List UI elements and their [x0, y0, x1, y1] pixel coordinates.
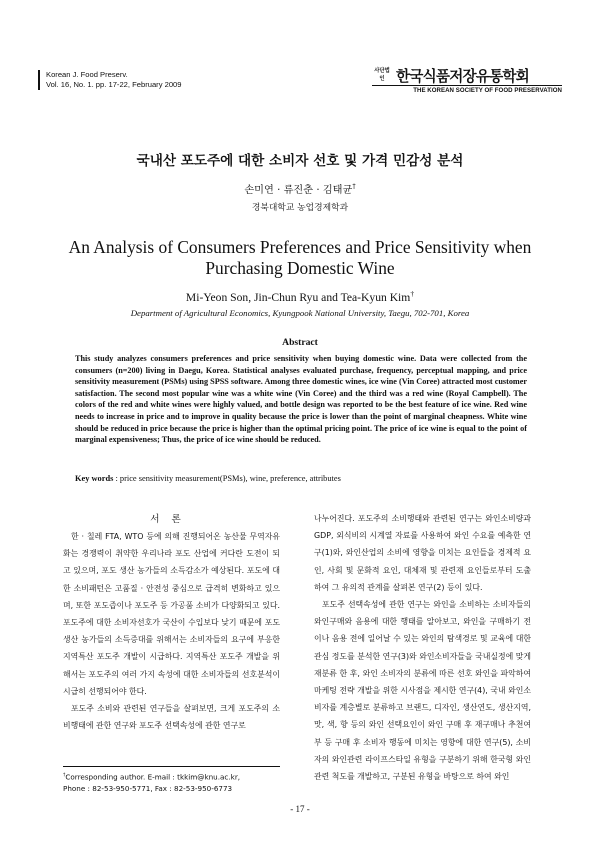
affiliation-english: Department of Agricultural Economics, Kyungpook National University, Taegu, 702-701, Korea	[130, 308, 470, 318]
keywords-text: : price sensitivity measurement(PSMs), wine, preference, attributes	[113, 474, 341, 483]
footnote-phone: Phone : 82-53-950-5771, Fax : 82-53-950-6773	[63, 784, 233, 794]
section-heading-introduction: 서론	[150, 514, 193, 525]
corresponding-author-footnote: †Corresponding author. E-mail : tkkim@knu.ac.kr, Phone : 82-53-950-5771, Fax : 82-53-950-6773	[63, 766, 280, 795]
intro-paragraph-2-cont: 나누어진다. 포도주의 소비행태와 관련된 연구는 와인소비량과 GDP, 외식비의 시계열 자료를 사용하여 와인 수요를 예측한 연구(1)와, 와인산업의 소비에 영향을 미치는 요인들을 경제적 요인, 사회 및 문화적 요인, 대체재 및 관련재 요인들로부터 도출하여 그 유의적 관계를 살펴본 연구(2) 등이 있다.	[314, 514, 531, 592]
page-number: - 17 -	[290, 804, 310, 814]
title-english: An Analysis of Consumers Preferences and Price Sensitivity when Purchasing Domestic Wine	[68, 237, 532, 278]
society-mark: 사단법인	[374, 68, 390, 82]
authors-english: Mi-Yeon Son, Jin-Chun Ryu and Tea-Kyun Kim†	[185, 289, 415, 304]
title-korean: 국내산 포도주에 대한 소비자 선호 및 가격 민감성 분석	[136, 153, 464, 169]
left-column	[63, 528, 280, 734]
intro-paragraph-3: 포도주 선택속성에 관한 연구는 와인을 소비하는 소비자들의 와인구매와 음용에 대한 행태를 알아보고, 와인을 구매하기 전이나 음용 전에 일어날 수 있는 와인의 탐색경로 및 교육에 대한 관심 정도를 분석한 연구(3)와 와인소비자들을 국내실정에 맞게 재분류 한 후, 와인 소비자의 분류에 따른 선호 와인을 파악하여 마케팅 전략 개발을 위한 시사점을 제시한 연구(4), 국내 와인소비자를 계층별로 분류하고 브랜드, 디자인, 생산연도, 생산지역, 맛, 색, 향 등의 와인 선택요인이 와인 구매 후 재구매나 추천여부 등 구매 후 소비자 행동에 미치는 영향에 대한 연구(5), 소비자의 와인관련 라이프스타일 유형을 구분하기 위해 한국형 와인관련 척도를 개발하고, 구분된 유형을 바탕으로 하여 와인	[314, 600, 531, 782]
society-logo	[372, 66, 562, 92]
right-column	[314, 510, 531, 785]
society-name-en: THE KOREAN SOCIETY OF FOOD PRESERVATION	[372, 85, 562, 94]
intro-paragraph-1: 한 · 칠레 FTA, WTO 등에 의해 진행되어온 농산물 무역자유화는 경쟁력이 취약한 우리나라 포도 산업에 커다란 도전이 되고 있으며, 포도 생산 농가들의 소득감소가 예상된다. 포도에 대한 소비패턴은 고품질 · 안전성 중심으로 급격히 변화하고 있으며, 또한 포도즙이나 포도주 등 가공품 소비가 다양화되고 있다. 포도주에 대한 소비자선호가 국산이 수입보다 낮기 때문에 포도생산 농가들의 소득증대를 위해서는 소비자들의 요구에 부응한 지역특산 포도주 개발이 시급하다. 지역특산 포도주 개발을 위해서는 포도주의 여러 가지 속성에 대한 소비자들의 선호분석이 시급히 선행되어야 한다.	[63, 532, 280, 696]
authors-korean: 손미연 · 류진춘 · 김태균†	[244, 182, 356, 196]
abstract-heading: Abstract	[282, 337, 318, 348]
keywords	[75, 474, 527, 483]
journal-volume: Vol. 16, No. 1. pp. 17-22, February 2009	[46, 80, 182, 89]
affiliation-korean: 경북대학교 농업경제학과	[251, 203, 349, 213]
keywords-label: Key words	[75, 474, 114, 483]
intro-paragraph-2: 포도주 소비와 관련된 연구들을 살펴보면, 크게 포도주의 소비행태에 관한 연구와 포도주 선택속성에 관한 연구로	[63, 704, 280, 731]
society-name-kr: 한국식품저장유통학회	[396, 68, 529, 85]
journal-name: Korean J. Food Preserv.	[46, 70, 128, 79]
abstract-text: This study analyzes consumers preferences and price sensitivity when buying domestic wine. Data were collected from the consumers (n=200) living in Daegu, Korea. Statistical analyses evaluated purchase, frequency, perceptual mapping, and price sensitivity measurement (PSMs) using SPSS software. Among three domestic wines, ice wine (Vin Coree) attracted most customer satisfaction. The second most popular wine was a white wine (Vin Coree) and the third was a red wine (Royal Campbell). The colors of the red and white wines were highly valued, and bottle design was reported to be the best feature of ice wine. Red wine needs to increase in price and to improve in quality because the price is lower than the point of marginal cheapness. White wine should be reduced in price because the price is higher than the optimal pricing point. The price of ice wine is equal to the point of marginal expensiveness; Thus, the price of ice wine should be reduced.	[75, 354, 527, 445]
journal-citation	[38, 70, 182, 90]
footnote-email: Corresponding author. E-mail : tkkim@knu.ac.kr,	[65, 772, 241, 782]
